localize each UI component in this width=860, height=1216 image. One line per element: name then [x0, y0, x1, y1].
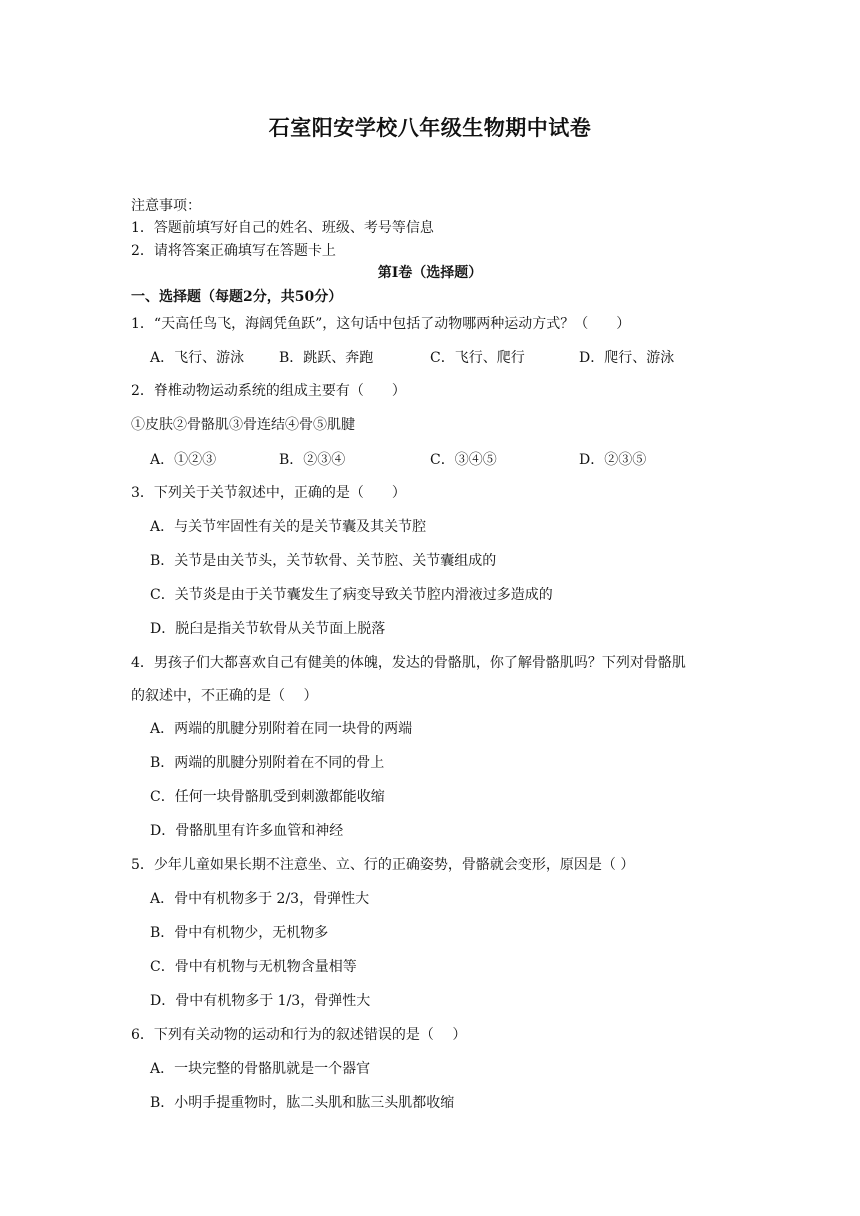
option: A．①②③ — [150, 452, 217, 468]
question-sub: ①皮肤②骨骼肌③骨连结④骨⑤肌腱 — [131, 417, 355, 433]
question-stem: 2．脊椎动物运动系统的组成主要有（ ） — [131, 383, 406, 399]
option: B．骨中有机物少，无机物多 — [150, 925, 329, 941]
option: A．一块完整的骨骼肌就是一个器官 — [150, 1061, 371, 1077]
option: D．②③⑤ — [579, 452, 647, 468]
option: B．关节是由关节头，关节软骨、关节腔、关节囊组成的 — [150, 553, 497, 569]
option: B．小明手提重物时，肱二头肌和肱三头肌都收缩 — [150, 1095, 455, 1111]
option: D．骨中有机物多于 1/3，骨弹性大 — [150, 993, 371, 1009]
option: A．骨中有机物多于 2/3，骨弹性大 — [150, 891, 370, 907]
section-title: 一、选择题（每题2分，共50分） — [131, 289, 343, 305]
question-stem: 4．男孩子们大都喜欢自己有健美的体魄，发达的骨骼肌，你了解骨骼肌吗？下列对骨骼肌 — [131, 655, 686, 671]
option: A．与关节牢固性有关的是关节囊及其关节腔 — [150, 519, 427, 535]
option: B．②③④ — [279, 452, 346, 468]
notice-heading: 注意事项： — [131, 198, 201, 214]
option: D．爬行、游泳 — [579, 350, 675, 366]
page-title: 石室阳安学校八年级生物期中试卷 — [268, 115, 592, 140]
question-stem-continued: 的叙述中，不正确的是（ ） — [131, 688, 318, 704]
notice-item: 1．答题前填写好自己的姓名、班级、考号等信息 — [131, 220, 434, 236]
option: C．任何一块骨骼肌受到刺激都能收缩 — [150, 789, 385, 805]
volume-title: 第Ⅰ卷（选择题） — [377, 265, 483, 281]
option: B．跳跃、奔跑 — [279, 350, 374, 366]
option: B．两端的肌腱分别附着在不同的骨上 — [150, 755, 385, 771]
option: D．骨骼肌里有许多血管和神经 — [150, 823, 344, 839]
notice-item: 2．请将答案正确填写在答题卡上 — [131, 243, 336, 259]
option: A．两端的肌腱分别附着在同一块骨的两端 — [150, 721, 413, 737]
option: C．骨中有机物与无机物含量相等 — [150, 959, 357, 975]
option: A．飞行、游泳 — [150, 350, 245, 366]
question-stem: 3．下列关于关节叙述中，正确的是（ ） — [131, 485, 406, 501]
question-stem: 1．“天高任鸟飞，海阔凭鱼跃”，这句话中包括了动物哪两种运动方式？（ ） — [131, 316, 631, 332]
option: D．脱臼是指关节软骨从关节面上脱落 — [150, 621, 386, 637]
option: C．③④⑤ — [430, 452, 497, 468]
option: C．飞行、爬行 — [430, 350, 525, 366]
question-stem: 5．少年儿童如果长期不注意坐、立、行的正确姿势，骨骼就会变形，原因是（ ） — [131, 857, 635, 873]
question-stem: 6．下列有关动物的运动和行为的叙述错误的是（ ） — [131, 1027, 467, 1043]
option: C．关节炎是由于关节囊发生了病变导致关节腔内滑液过多造成的 — [150, 587, 553, 603]
